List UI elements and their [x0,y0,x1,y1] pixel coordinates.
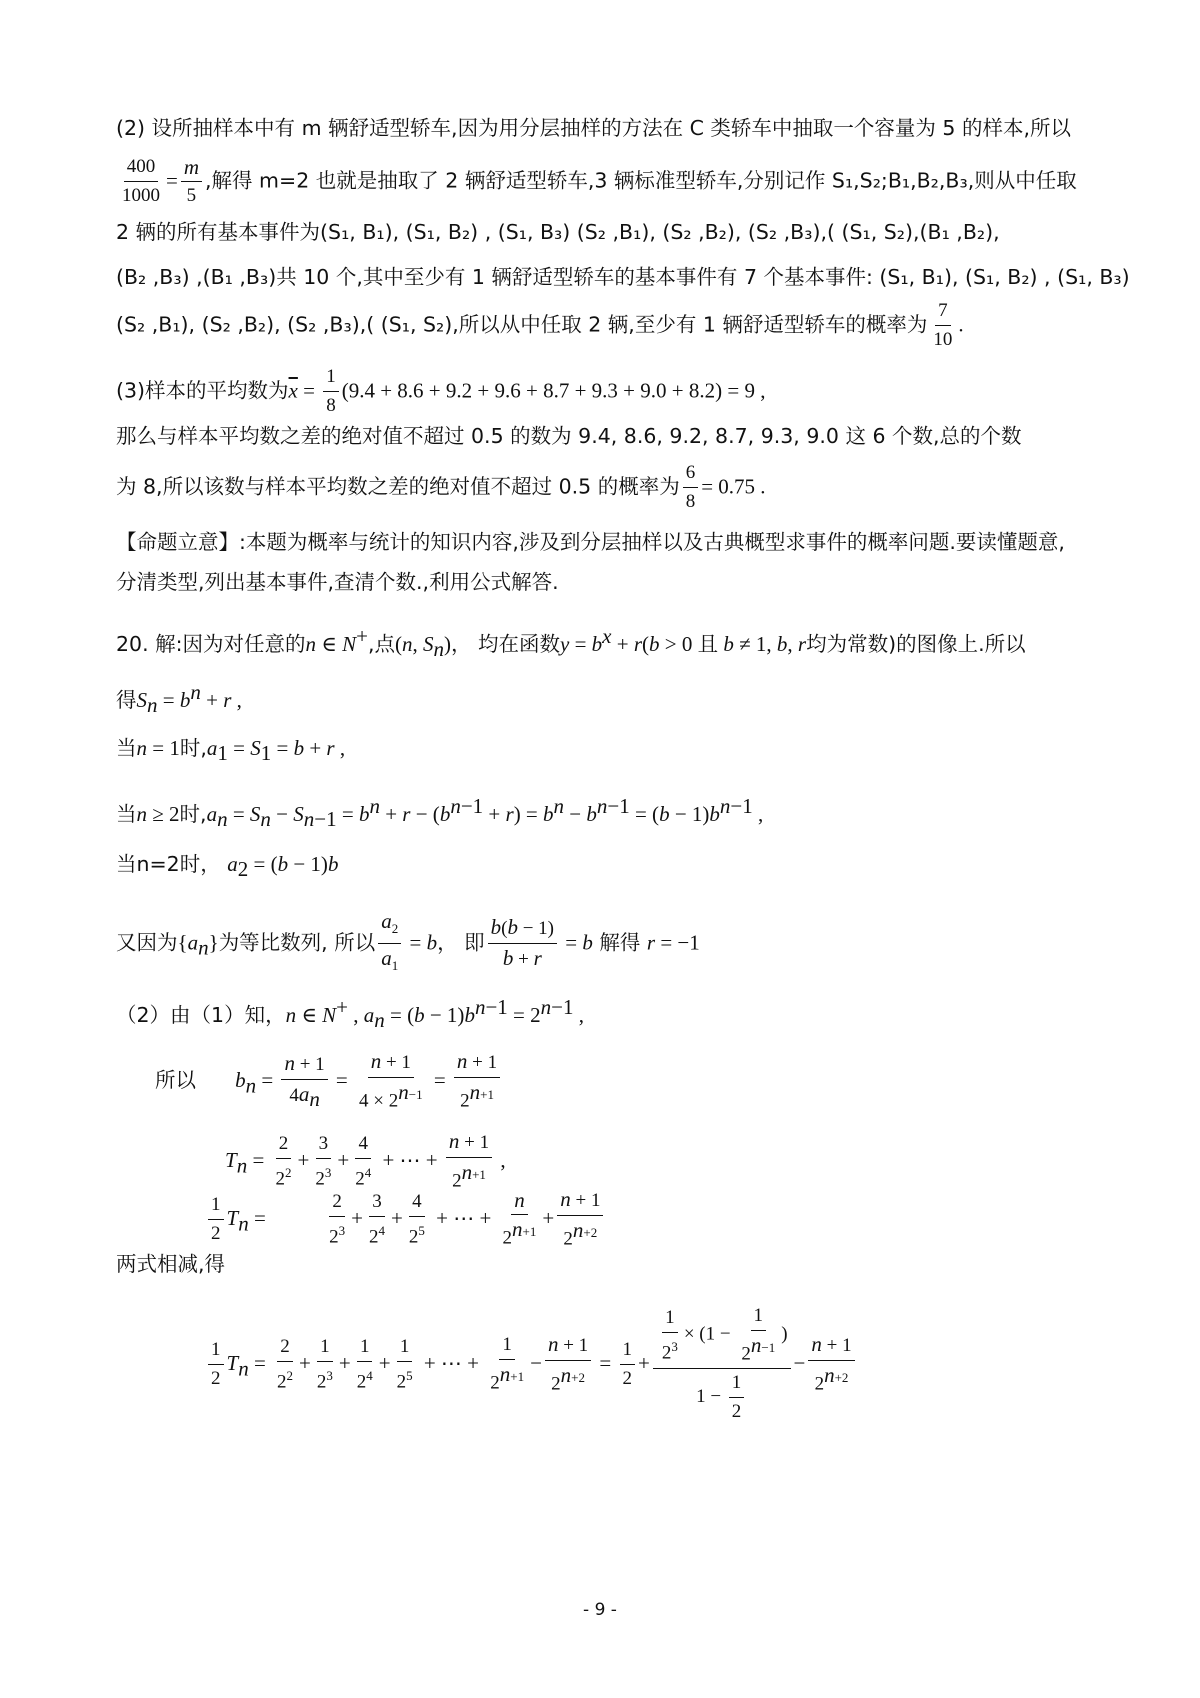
label: 当 [116,801,137,826]
part2-line5: (S₂ ,B₁), (S₂ ,B₂), (S₂ ,B₃),( (S₁, S₂),所以从中任取 2 辆,至少有 1 辆舒适型轿车的概率为 $\frac{7}{10}$ . [116,300,964,350]
q20-text: 且 [697,631,719,656]
fraction-b-ratio: $\frac{b(b - 1)}{b + r}$ [488,916,557,971]
part2-intro: (2) 设所抽样本中有 m 辆舒适型轿车,因为用分层抽样的方法在 C 类轿车中抽取一个容量为 5 的样本,所以 [116,116,1072,140]
eq-geometric: 又因为$\{a_n\}$为等比数列, 所以 $\frac{a_2}{a_1}$ = b， 即 $\frac{b(b - 1)}{b + r}$ = b 解得 r = −1 [116,910,700,977]
label: （2）由（1）知， [116,1002,286,1027]
part3-line1: (3)样本的平均数为$\overline{x}$ = $\frac{1}{8}$ (9.4 + 8.6 + 9.2 + 9.6 + 8.7 + 9.3 + 9.0 + 8.2) = 9 , [116,366,766,416]
numerator: 7 [935,300,951,326]
events-count: (B₂ ,B₃) ,(B₁ ,B₃)共 10 个,其中至少有 1 辆舒适型轿车的基本事件有 7 个基本事件: (S₁, B₁), (S₁, B₂) , (S₁, B₃) [116,265,1130,289]
denominator: 10 [933,329,953,350]
part2-line3 [116,218,1000,246]
numerator: 400 [124,156,159,182]
eq-a1: 当n = 1时$,a_1 = S_1 = b + r$ , [116,736,346,766]
q20-text: ,点 [367,631,395,656]
fraction-7-10 [930,300,955,351]
label: 时, [179,801,207,826]
label: ， 即 [437,930,485,955]
part3-prefix: (3)样本的平均数为 [116,378,289,403]
probability-text: (S₂ ,B₁), (S₂ ,B₂), (S₂ ,B₃),( (S₁, S₂),所以从中任取 2 辆,至少有 1 辆舒适型轿车的概率为 [116,312,928,337]
intent-line2 [116,568,559,596]
denominator: 1000 [122,185,160,206]
label: 当 [116,852,137,876]
intent-text: 【命题立意】:本题为概率与统计的知识内容,涉及到分层抽样以及古典概型求事件的概率问题.要读懂题意, [116,530,1065,554]
eq-bn: 所以 $b_n$ = $\frac{n + 1}{4a_n}$ = $\frac{n + 1}{4 \times 2^{n-1}}$ = $\frac{n + 1}{2^{n+1}}$ [155,1050,503,1112]
eq-half-tn: $\frac{1}{2}$ $T_n$ = $\frac{2}{2^3}$ + $\frac{3}{2^4}$ + $\frac{4}{2^5}$ + ⋯ + $\frac{n}{2^{n+1}}$ + $\frac{n + 1}{2^{n+2}}$ [205,1188,606,1250]
denominator: 5 [186,185,197,206]
eq-tn: $T_n$ = $\frac{2}{2^2}$ + $\frac{3}{2^3}$ + $\frac{4}{2^4}$ + ⋯ + $\frac{n + 1}{2^{n+1}}$ , [225,1129,506,1192]
part3-result: = 0.75 . [701,474,766,499]
fraction-m-5 [181,156,202,207]
eq-a2: 当n=2时， $a_2 = (b - 1)b$ [116,852,339,882]
label: 时, [179,736,207,760]
q20-line1: 20. 解:因为对任意的n ∈ N+,点(n, $S_n$)， 均在函数$y = b^x + r(b > 0$ 且 b ≠ 1, b, r均为常数)的图像上.所以 [116,624,1026,661]
part2-line2: $\frac{400}{1000}$ = $\frac{m}{5}$ ,解得 m=2 也就是抽取了 2 辆舒适型轿车,3 辆标准型轿车,分别记作 S₁,S₂;B₁,B₂,B₃,则从中任取 [116,156,1077,207]
eq-an: 当n ≥ 2时$,a_n = S_n - S_{n-1} = b^n + r - (b^{n-1} + r) = b^n - b^{n-1} = (b - 1)b^{n-1}$ , [116,794,764,831]
label: n=2 [136,852,180,876]
label: 得 [116,687,137,712]
part3-numbers: 那么与样本平均数之差的绝对值不超过 0.5 的数为 9.4, 8.6, 9.2, 8.7, 9.3, 9.0 这 6 个数,总的个数 [116,424,1022,448]
label: 为等比数列, 所以 [218,930,376,955]
part2b-line: （2）由（1）知，n ∈ N+ , $a_n = (b - 1)b^{n-1} = 2^{n-1}$ , [116,995,584,1032]
numerator: m [181,156,202,182]
fraction-6-8: $\frac{6}{8}$ [683,462,699,513]
page-number: - 9 - [583,1600,617,1620]
q20-heading: 20. 解:因为对任意的 [116,631,306,656]
events-list: 2 辆的所有基本事件为(S₁, B₁), (S₁, B₂) , (S₁, B₃) (S₂ ,B₁), (S₂ ,B₂), (S₂ ,B₃),( (S₁, S₂),(B₁ ,B₂), [116,220,1000,244]
part2-line1 [116,114,1071,142]
part2-text: ,解得 m=2 也就是抽取了 2 辆舒适型轿车,3 辆标准型轿车,分别记作 S₁,S₂;B₁,B₂,B₃,则从中任取 [205,168,1077,193]
label: 所以 [155,1068,196,1093]
intent-line1 [116,528,1065,556]
part3-line2 [116,422,1022,450]
fraction-a2-a1: $\frac{a_2}{a_1}$ [378,910,401,977]
label: 又因为 [116,930,178,955]
label: 时， [179,852,221,876]
part3-line3 [116,462,766,513]
label: 解得 [599,930,641,955]
q20-text: 均为常数)的图像上.所以 [806,631,1026,656]
part3-prob-text: 为 8,所以该数与样本平均数之差的绝对值不超过 0.5 的概率为 [116,474,680,499]
intent-text-2: 分清类型,列出基本事件,查清个数.,利用公式解答. [116,570,559,594]
eq-final: $\frac{1}{2}$ $T_n$ = $\frac{2}{2^2}$ + $\frac{1}{2^3}$ + $\frac{1}{2^4}$ + $\frac{1}{2^5}$ + ⋯ + $\frac{1}{2^{n+1}}$ − $\frac{n + 1}{2^{n+2}}$ = $\frac{1}{2}$ + $\frac{1}{2^3}$ × (1 − $\frac{1}{2^{n-1}}$ ) 1 − $\frac{1}{2}$ − $\frac{n + 1}{2^{n+2}}$ [205,1305,858,1423]
mean-expression: (9.4 + 8.6 + 9.2 + 9.6 + 8.7 + 9.3 + 9.0 + 8.2) = 9 , [341,378,766,403]
label: 两式相减,得 [116,1252,226,1276]
fraction-400-1000 [119,156,163,207]
label: 当 [116,736,137,760]
subtract-label [116,1250,225,1278]
q20-text: ， 均在函数 [450,631,560,656]
part2-line4 [116,263,1130,291]
eq-sn: 得$S_n = b^n + r$ , [116,680,242,717]
fraction-1-8: $\frac{1}{8}$ [323,366,339,417]
